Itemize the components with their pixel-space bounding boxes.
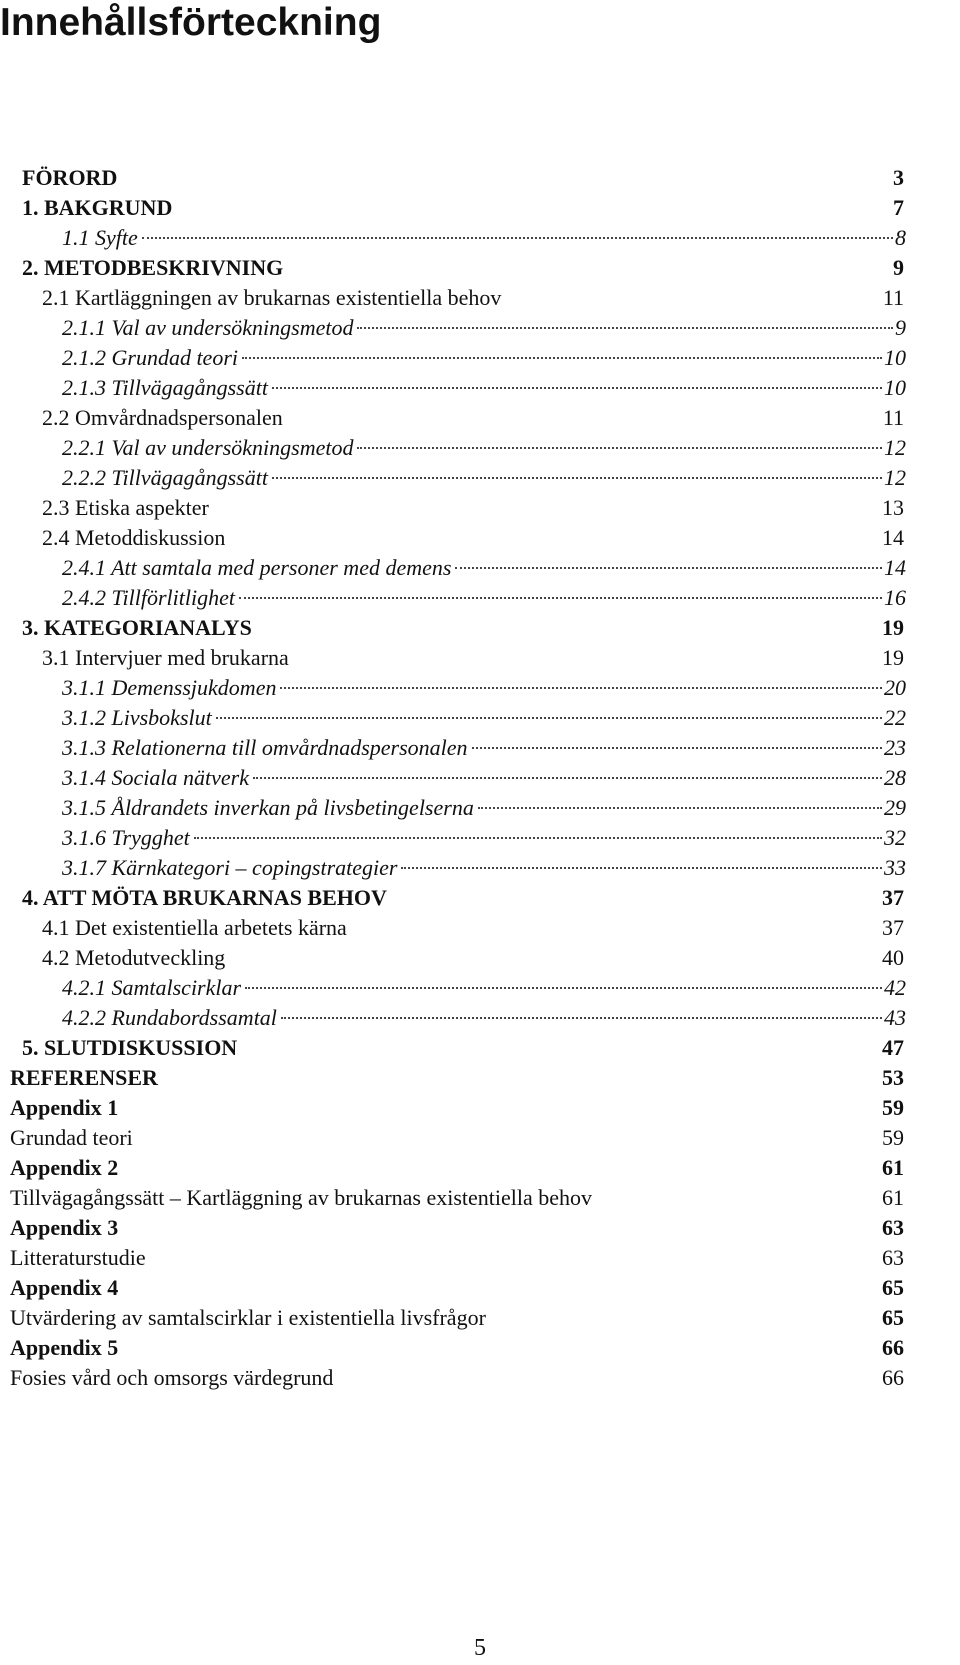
toc-entry-label: Appendix 5 [10, 1335, 119, 1360]
toc-entry-page: 63 [882, 1215, 904, 1240]
toc-entry-page: 40 [882, 945, 904, 970]
toc-entry-page: 66 [882, 1335, 904, 1360]
toc-entry[interactable] [0, 882, 960, 913]
toc-entry-label: 2.4.2 Tillförlitlighet [62, 585, 235, 610]
page-number: 5 [474, 1635, 486, 1661]
toc-entry-page: 28 [884, 765, 906, 790]
toc-entry[interactable] [0, 972, 960, 1003]
toc-entry-page: 12 [884, 435, 906, 460]
toc-entry-label: 1.1 Syfte [62, 225, 138, 250]
toc-entry[interactable] [0, 642, 960, 673]
toc-entry[interactable] [0, 312, 960, 343]
toc-entry-label: 3.1.7 Kärnkategori – copingstrategier [62, 855, 398, 880]
toc-entry[interactable] [0, 1122, 960, 1153]
toc-entry[interactable] [0, 1242, 960, 1273]
toc-entry[interactable] [0, 1362, 960, 1393]
toc-entry-label: Litteraturstudie [10, 1245, 146, 1270]
toc-entry-label: 3.1.1 Demenssjukdomen [62, 675, 277, 700]
toc-entry[interactable] [0, 372, 960, 403]
toc-entry-page: 22 [884, 705, 906, 730]
toc-entry-page: 53 [882, 1065, 904, 1090]
toc-entry-page: 14 [882, 525, 904, 550]
toc-entry-page: 10 [884, 345, 906, 370]
dot-leader [216, 717, 882, 719]
toc-entry-label: 2.1.1 Val av undersökningsmetod [62, 315, 354, 340]
toc-entry-label: 2.4.1 Att samtala med personer med demens [62, 555, 452, 580]
toc-entry-page: 16 [884, 585, 906, 610]
dot-leader [280, 687, 882, 689]
toc-entry-label: 4.2.1 Samtalscirklar [62, 975, 242, 1000]
toc-entry[interactable] [0, 282, 960, 313]
dot-leader [253, 777, 882, 779]
dot-leader [401, 867, 882, 869]
toc-entry[interactable] [0, 1212, 960, 1243]
toc-entry-page: 7 [893, 195, 904, 220]
toc-entry-label: Tillvägagångssätt – Kartläggning av brukarnas existentiella behov [10, 1185, 593, 1210]
toc-entry[interactable] [0, 912, 960, 943]
toc-entry-label: Appendix 2 [10, 1155, 119, 1180]
toc-entry-page: 11 [882, 285, 904, 310]
toc-entry-label: 4. ATT MÖTA BRUKARNAS BEHOV [22, 885, 387, 910]
toc-entry-page: 9 [893, 255, 904, 280]
dot-leader [142, 237, 893, 239]
toc-entry-page: 9 [895, 315, 906, 340]
toc-entry[interactable] [0, 342, 960, 373]
toc-entry[interactable] [0, 1272, 960, 1303]
toc-entry-page: 29 [884, 795, 906, 820]
toc-entry-page: 61 [882, 1155, 904, 1180]
toc-entry[interactable] [0, 582, 960, 613]
toc-entry-page: 11 [882, 405, 904, 430]
toc-entry[interactable] [0, 702, 960, 733]
toc-entry[interactable] [0, 222, 960, 253]
toc-entry-page: 43 [884, 1005, 906, 1030]
toc-entry[interactable] [0, 612, 960, 643]
toc-entry[interactable] [0, 1062, 960, 1093]
dot-leader [245, 987, 882, 989]
toc-entry[interactable] [0, 672, 960, 703]
toc-entry[interactable] [0, 252, 960, 283]
toc-entry-page: 59 [882, 1095, 904, 1120]
toc-entry[interactable] [0, 162, 960, 193]
toc-entry-label: 3. KATEGORIANALYS [22, 615, 252, 640]
toc-entry[interactable] [0, 1332, 960, 1363]
toc-entry-page: 61 [882, 1185, 904, 1210]
toc-entry-page: 65 [882, 1275, 904, 1300]
toc-entry[interactable] [0, 732, 960, 763]
toc-entry-page: 63 [882, 1245, 904, 1270]
dot-leader [455, 567, 882, 569]
toc-entry-page: 20 [884, 675, 906, 700]
toc-entry[interactable] [0, 192, 960, 223]
toc-entry[interactable] [0, 1002, 960, 1033]
toc-entry-label: 3.1.3 Relationerna till omvårdnadspersonalen [62, 735, 468, 760]
toc-entry[interactable] [0, 552, 960, 583]
toc-entry-page: 37 [882, 915, 904, 940]
toc-entry-page: 10 [884, 375, 906, 400]
toc-entry-label: 2.2.2 Tillvägagångssätt [62, 465, 268, 490]
toc-entry-label: 4.2.2 Rundabordssamtal [62, 1005, 277, 1030]
page-title: Innehållsförteckning [0, 1, 382, 44]
toc-entry-page: 32 [884, 825, 906, 850]
toc-entry-page: 47 [882, 1035, 904, 1060]
toc-entry-label: 2.1 Kartläggningen av brukarnas existentiella behov [42, 285, 502, 310]
toc-entry-page: 23 [884, 735, 906, 760]
toc-entry-label: 4.1 Det existentiella arbetets kärna [42, 915, 347, 940]
toc-entry-label: 2.3 Etiska aspekter [42, 495, 209, 520]
toc-entry-label: 2.1.2 Grundad teori [62, 345, 238, 370]
toc-entry-label: Fosies vård och omsorgs värdegrund [10, 1365, 334, 1390]
toc-entry[interactable] [0, 1182, 960, 1213]
toc-entry-label: 4.2 Metodutveckling [42, 945, 226, 970]
toc-entry-label: 3.1.5 Åldrandets inverkan på livsbetingelserna [62, 795, 474, 820]
toc-entry-label: 2.2 Omvårdnadspersonalen [42, 405, 283, 430]
toc-entry[interactable] [0, 762, 960, 793]
toc-entry[interactable] [0, 522, 960, 553]
toc-entry[interactable] [0, 1032, 960, 1063]
toc-entry[interactable] [0, 822, 960, 853]
toc-entry-page: 12 [884, 465, 906, 490]
toc-entry[interactable] [0, 492, 960, 523]
toc-entry-page: 8 [895, 225, 906, 250]
toc-entry-label: FÖRORD [22, 165, 118, 190]
toc-entry-label: Appendix 4 [10, 1275, 119, 1300]
dot-leader [272, 477, 882, 479]
toc-entry-label: REFERENSER [10, 1065, 158, 1090]
dot-leader [194, 837, 882, 839]
toc-entry-label: Appendix 3 [10, 1215, 119, 1240]
dot-leader [478, 807, 882, 809]
toc-entry-label: 3.1.6 Trygghet [62, 825, 190, 850]
toc-entry-label: 3.1.2 Livsbokslut [62, 705, 212, 730]
toc-entry-label: Appendix 1 [10, 1095, 119, 1120]
toc-entry-page: 13 [882, 495, 904, 520]
toc-entry-page: 66 [882, 1365, 904, 1390]
toc-entry-label: 3.1.4 Sociala nätverk [62, 765, 249, 790]
toc-entry-page: 59 [882, 1125, 904, 1150]
toc-entry-page: 3 [893, 165, 904, 190]
dot-leader [272, 387, 882, 389]
toc-entry-label: Grundad teori [10, 1125, 133, 1150]
toc-entry-label: 2. METODBESKRIVNING [22, 255, 284, 280]
toc-entry-label: 2.4 Metoddiskussion [42, 525, 226, 550]
toc-entry-label: 3.1 Intervjuer med brukarna [42, 645, 289, 670]
toc-entry[interactable] [0, 1302, 960, 1333]
toc-entry-page: 65 [882, 1305, 904, 1330]
toc-entry[interactable] [0, 942, 960, 973]
toc-entry-label: 5. SLUTDISKUSSION [22, 1035, 238, 1060]
toc-entry-label: 2.1.3 Tillvägagångssätt [62, 375, 268, 400]
toc-entry[interactable] [0, 852, 960, 883]
toc-entry-page: 33 [884, 855, 906, 880]
toc-entry[interactable] [0, 432, 960, 463]
toc-entry-page: 19 [882, 615, 904, 640]
toc-entry-page: 42 [884, 975, 906, 1000]
dot-leader [357, 447, 882, 449]
toc-entry[interactable] [0, 402, 960, 433]
toc-entry-label: Utvärdering av samtalscirklar i existentiella livsfrågor [10, 1305, 486, 1330]
toc-entry[interactable] [0, 1152, 960, 1183]
toc-entry-page: 19 [882, 645, 904, 670]
dot-leader [242, 357, 882, 359]
dot-leader [239, 597, 882, 599]
toc-entry[interactable] [0, 462, 960, 493]
toc-entry-label: 1. BAKGRUND [22, 195, 173, 220]
dot-leader [472, 747, 882, 749]
toc-entry[interactable] [0, 792, 960, 823]
toc-entry[interactable] [0, 1092, 960, 1123]
toc-entry-page: 37 [882, 885, 904, 910]
toc-entry-label: 2.2.1 Val av undersökningsmetod [62, 435, 354, 460]
toc-entry-page: 14 [884, 555, 906, 580]
dot-leader [281, 1017, 882, 1019]
dot-leader [357, 327, 893, 329]
